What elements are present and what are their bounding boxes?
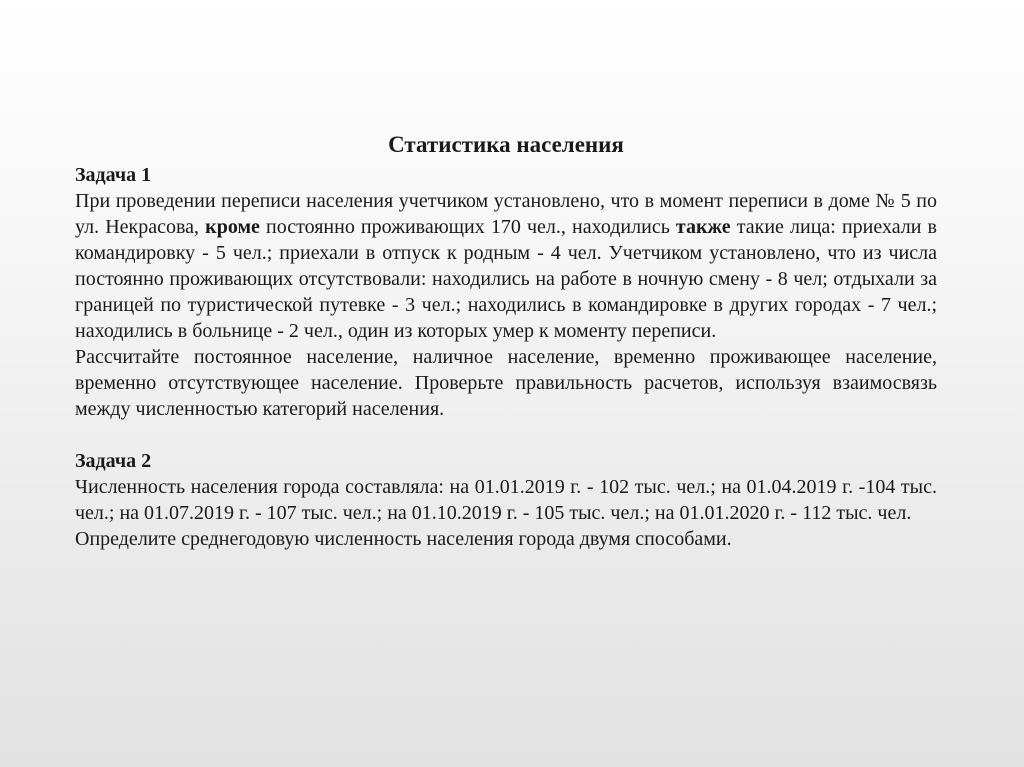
task1-condition	[75, 188, 937, 344]
task2-question: Определите среднегодовую численность населения города двумя способами.	[75, 528, 732, 550]
task1-heading: Задача 1	[75, 164, 152, 186]
slide-content	[75, 130, 937, 552]
task1-text-b: постоянно проживающих 170 чел., находились	[259, 216, 676, 238]
task2-condition: Численность населения города составляла: на 01.01.2019 г. - 102 тыс. чел.; на 01.04.2019 г. -104 тыс. чел.; на 01.07.2019 г. - 107 тыс. чел.; на 01.10.2019 г. - 105 тыс. чел.; на 01.01.2020 г. - 112 тыс. чел.	[75, 476, 937, 524]
task1-text-a: При проведении переписи населения учетчиком установлено, что в момент переписи в доме № 5 по ул. Некрасова,	[75, 190, 937, 238]
task1-question: Рассчитайте постоянное население, наличное население, временно проживающее население, временно отсутствующее население. Проверьте правильность расчетов, используя взаимосвязь между численностью категорий населения.	[75, 346, 937, 420]
task2-heading: Задача 2	[75, 450, 152, 472]
slide-title: Статистика населения	[388, 132, 624, 157]
task1-text-c: такие лица: приехали в командировку - 5 чел.; приехали в отпуск к родным - 4 чел. Учетчиком установлено, что из числа постоянно проживающих отсутствовали: находились на работе в ночную смену - 8 чел; отдыхали за границей по туристической путевке - 3 чел.; находились в командировке в других городах - 7 чел.; находились в больнице - 2 чел., один из которых умер к моменту переписи.	[75, 216, 937, 342]
task1-bold-krome: кроме	[205, 216, 260, 238]
task1-bold-takzhe: также	[675, 216, 731, 238]
spacer	[75, 422, 937, 448]
